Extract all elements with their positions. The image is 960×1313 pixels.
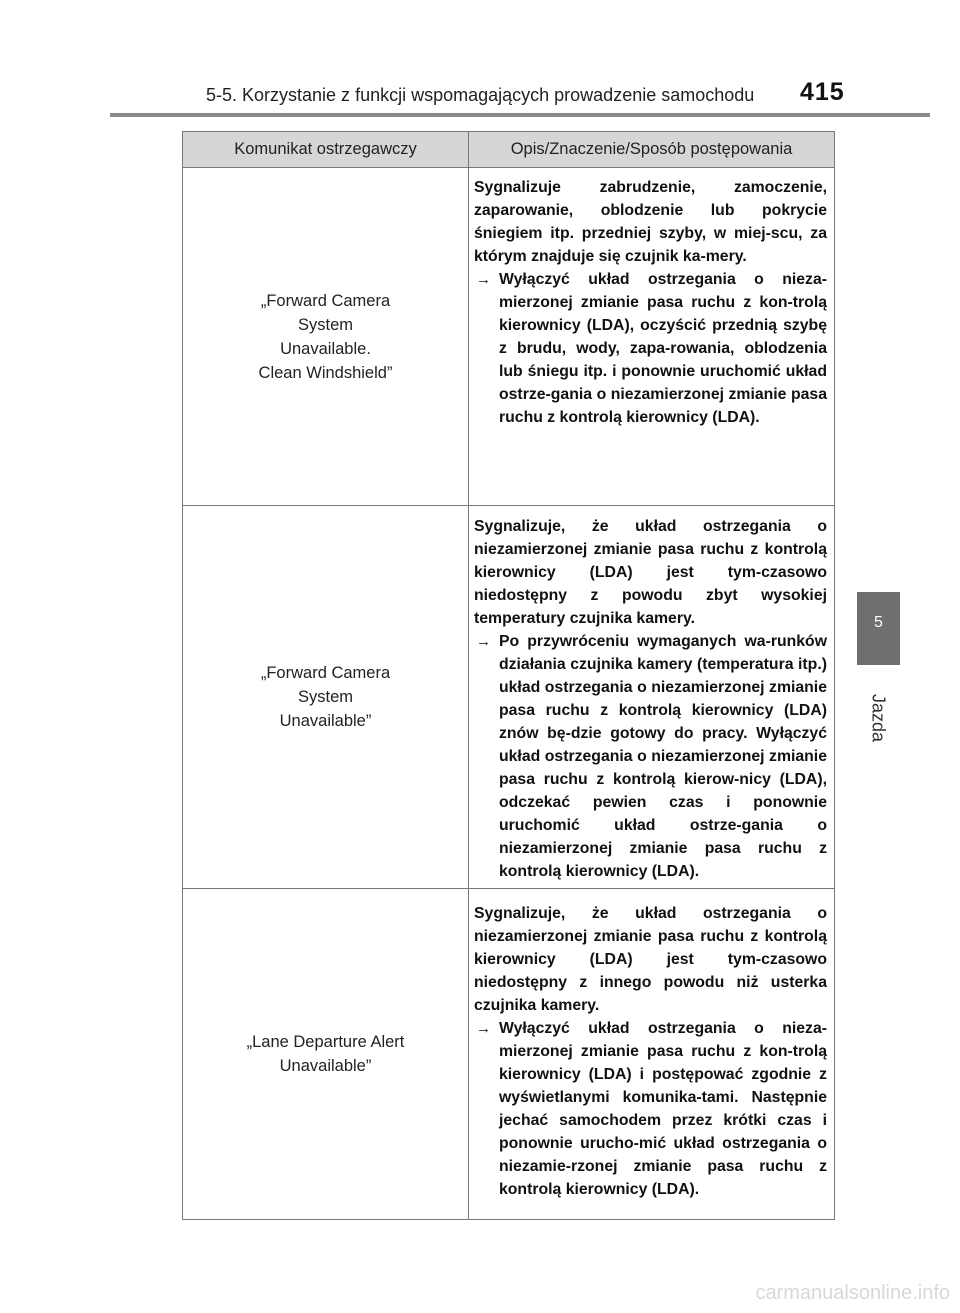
column-header-message: Komunikat ostrzegawczy [183, 132, 469, 168]
arrow-icon: → [476, 633, 491, 650]
action-text [474, 630, 827, 883]
description-cell [469, 889, 835, 1220]
section-title: 5-5. Korzystanie z funkcji wspomagających prowadzenie samochodu [206, 85, 755, 105]
warning-message-cell [183, 168, 469, 506]
page-number: 415 [800, 78, 845, 106]
action-text [474, 268, 827, 429]
warning-message-cell [183, 889, 469, 1220]
action-text-body: Wyłączyć układ ostrzegania o nieza-mierzonej zmianie pasa ruchu z kon-trolą kierownicy (LDA), oczyścić przednią szybę z brudu, wody, zapa-rowania, oblodzenia lub śniegu itp. i ponownie uruchomić układ ostrze-gania o niezamierzonej zmianie pasa ruchu z kontrolą kierownicy (LDA). [499, 271, 827, 426]
chapter-label: Jazda [868, 693, 889, 743]
description-text: Sygnalizuje, że układ ostrzegania o niezamierzonej zmianie pasa ruchu z kontrolą kierownicy (LDA) jest tym-czasowo niedostępny z powodu zbyt wysokiej temperatury czujnika kamery. [474, 518, 827, 627]
description-cell [469, 506, 835, 889]
page-header [0, 0, 960, 118]
chapter-number: 5 [874, 614, 883, 631]
warning-message-cell [183, 506, 469, 889]
chapter-tab [857, 592, 900, 665]
table-row [183, 889, 835, 1220]
action-text [474, 1017, 827, 1201]
action-text-body: Po przywróceniu wymaganych wa-runków działania czujnika kamery (temperatura itp.) układ ostrzegania o niezamierzonej zmianie pasa ruchu z kontrolą kierownicy (LDA) znów bę-dzie gotowy do pracy. Wyłączyć układ ostrzegania o niezamierzonej zmianie pasa ruchu z kontrolą kierow-nicy (LDA), odczekać pewien czas i ponownie uruchomić układ ostrze-gania o niezamierzonej zmianie pasa ruchu z kontrolą kierownicy (LDA). [499, 633, 827, 880]
warning-message-text: „Lane Departure Alert Unavailable” [246, 1033, 405, 1075]
description-cell [469, 168, 835, 506]
arrow-icon: → [476, 1020, 491, 1037]
table-header-row [183, 132, 835, 168]
column-header-description: Opis/Znaczenie/Sposób postępowania [469, 132, 835, 168]
table-row [183, 506, 835, 889]
warning-message-text: „Forward Camera System Unavailable. Clean Windshield” [258, 291, 393, 382]
header-divider [110, 113, 930, 117]
action-text-body: Wyłączyć układ ostrzegania o nieza-mierzonej zmianie pasa ruchu z kon-trolą kierownicy (LDA) i postępować zgodnie z wyświetlanymi komunika-tami. Następnie jechać samochodem przez krótki czas i ponownie urucho-mić układ ostrzegania o niezamie-rzonej zmianie pasa ruchu z kontrolą kierownicy (LDA). [499, 1020, 827, 1198]
warning-messages-table [182, 131, 835, 1220]
watermark: carmanualsonline.info [755, 1282, 950, 1304]
warning-message-text: „Forward Camera System Unavailable” [260, 664, 391, 730]
description-text: Sygnalizuje, że układ ostrzegania o niezamierzonej zmianie pasa ruchu z kontrolą kierownicy (LDA) jest tym-czasowo niedostępny z innego powodu niż usterka czujnika kamery. [474, 905, 827, 1014]
table-row [183, 168, 835, 506]
arrow-icon: → [476, 271, 491, 288]
description-text: Sygnalizuje zabrudzenie, zamoczenie, zaparowanie, oblodzenie lub pokrycie śniegiem itp. przedniej szyby, w miej-scu, za którym znajduje się czujnik ka-mery. [474, 179, 827, 265]
